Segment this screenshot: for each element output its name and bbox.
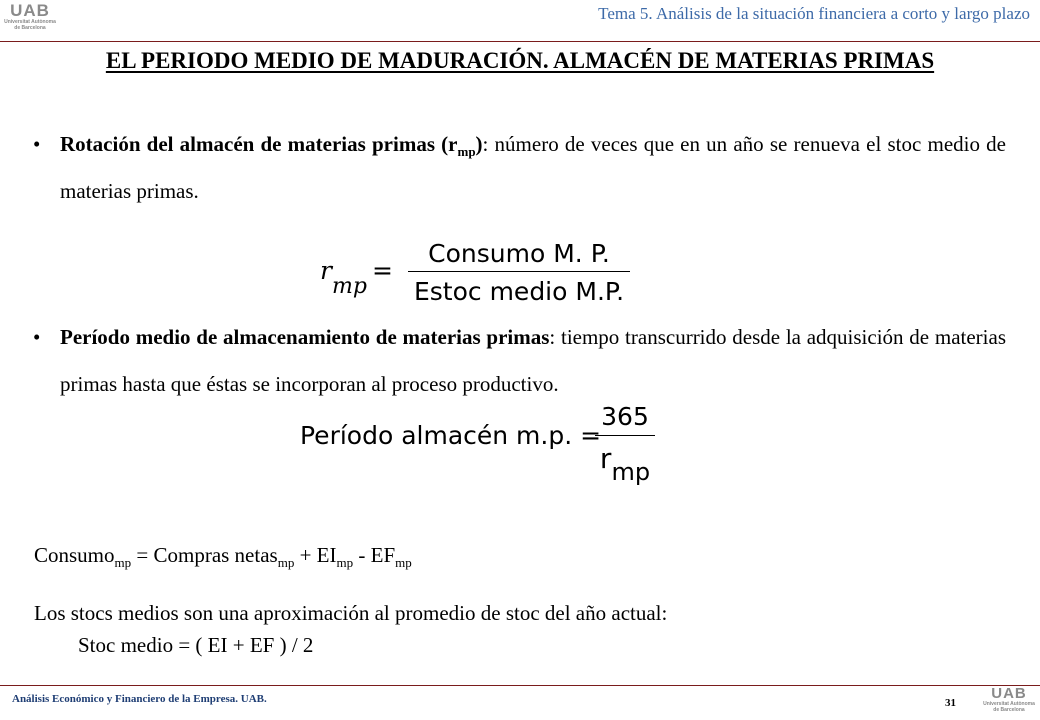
compras-part: = Compras netas	[131, 543, 278, 567]
footer-course: Análisis Económico y Financiero de la Empresa. UAB.	[12, 693, 267, 705]
ef-sub: mp	[395, 555, 412, 570]
term-subscript: mp	[457, 144, 476, 159]
bullet-rotation-term	[60, 132, 483, 159]
stocs-medios-text: Los stocs medios son una aproximación al promedio de stoc del año actual:	[34, 601, 668, 625]
slide-title	[0, 48, 1040, 74]
bullet-period-term: Período medio de almacenamiento de materias primas	[60, 325, 550, 349]
footer-rule	[0, 685, 1040, 686]
slide-title-text: EL PERIODO MEDIO DE MADURACIÓN. ALMACÉN DE MATERIAS PRIMAS	[105, 48, 935, 73]
bullet-period	[33, 314, 1006, 408]
uab-logo-line2: de Barcelona	[993, 707, 1025, 713]
formula-period	[300, 402, 660, 494]
ei-part: + EI	[294, 543, 337, 567]
uab-logo-header	[4, 2, 56, 31]
uab-logo-line1: Universitat Autònoma	[4, 19, 56, 25]
uab-logo-line2: de Barcelona	[14, 25, 46, 31]
header-rule	[0, 41, 1040, 42]
uab-logo-mark: UAB	[991, 685, 1027, 702]
formula-rotation-numerator: Consumo M. P.	[428, 239, 610, 268]
formula-rotation	[320, 236, 640, 306]
formula-equals: =	[372, 256, 393, 285]
formula-period-lhs: Período almacén m.p. =	[300, 421, 602, 450]
fraction-bar	[595, 435, 655, 436]
consumo-sub: mp	[114, 555, 132, 570]
page-number: 31	[945, 697, 956, 709]
bullet-symbol: •	[33, 132, 41, 156]
formula-rotation-denominator: Estoc medio M.P.	[413, 277, 625, 306]
bullet-symbol: •	[33, 325, 41, 349]
uab-logo-footer	[982, 686, 1036, 713]
term-text: Rotación del almacén de materias primas (r	[60, 132, 458, 156]
uab-logo-line1: Universitat Autònoma	[983, 701, 1035, 707]
lhs-symbol: r	[320, 256, 332, 285]
formula-period-denominator	[595, 442, 655, 486]
compras-sub: mp	[277, 555, 295, 570]
bullet-rotation-text: : número de veces que en un año se renueva el stoc medio de materias primas.	[60, 132, 1006, 203]
stoc-medio-formula: Stoc medio = ( EI + EF ) / 2	[78, 633, 314, 657]
bullet-period-text: : tiempo transcurrido desde la adquisición de materias primas hasta que éstas se incorporan al proceso productivo.	[60, 325, 1006, 396]
fraction-bar	[408, 271, 630, 272]
formula-rotation-lhs	[320, 256, 367, 299]
consumo-equation	[34, 543, 412, 568]
bullet-rotation	[33, 121, 1006, 215]
formula-period-numerator: 365	[601, 402, 649, 431]
lhs-subscript: mp	[331, 274, 367, 299]
ef-part: - EF	[353, 543, 396, 567]
den-subscript: mp	[611, 458, 651, 486]
term-close: )	[475, 132, 483, 156]
header-topic: Tema 5. Análisis de la situación financiera a corto y largo plazo	[598, 4, 1030, 23]
den-symbol: r	[599, 442, 612, 475]
ei-sub: mp	[336, 555, 354, 570]
uab-logo-mark: UAB	[10, 1, 50, 20]
consumo-part: Consumo	[34, 543, 115, 567]
